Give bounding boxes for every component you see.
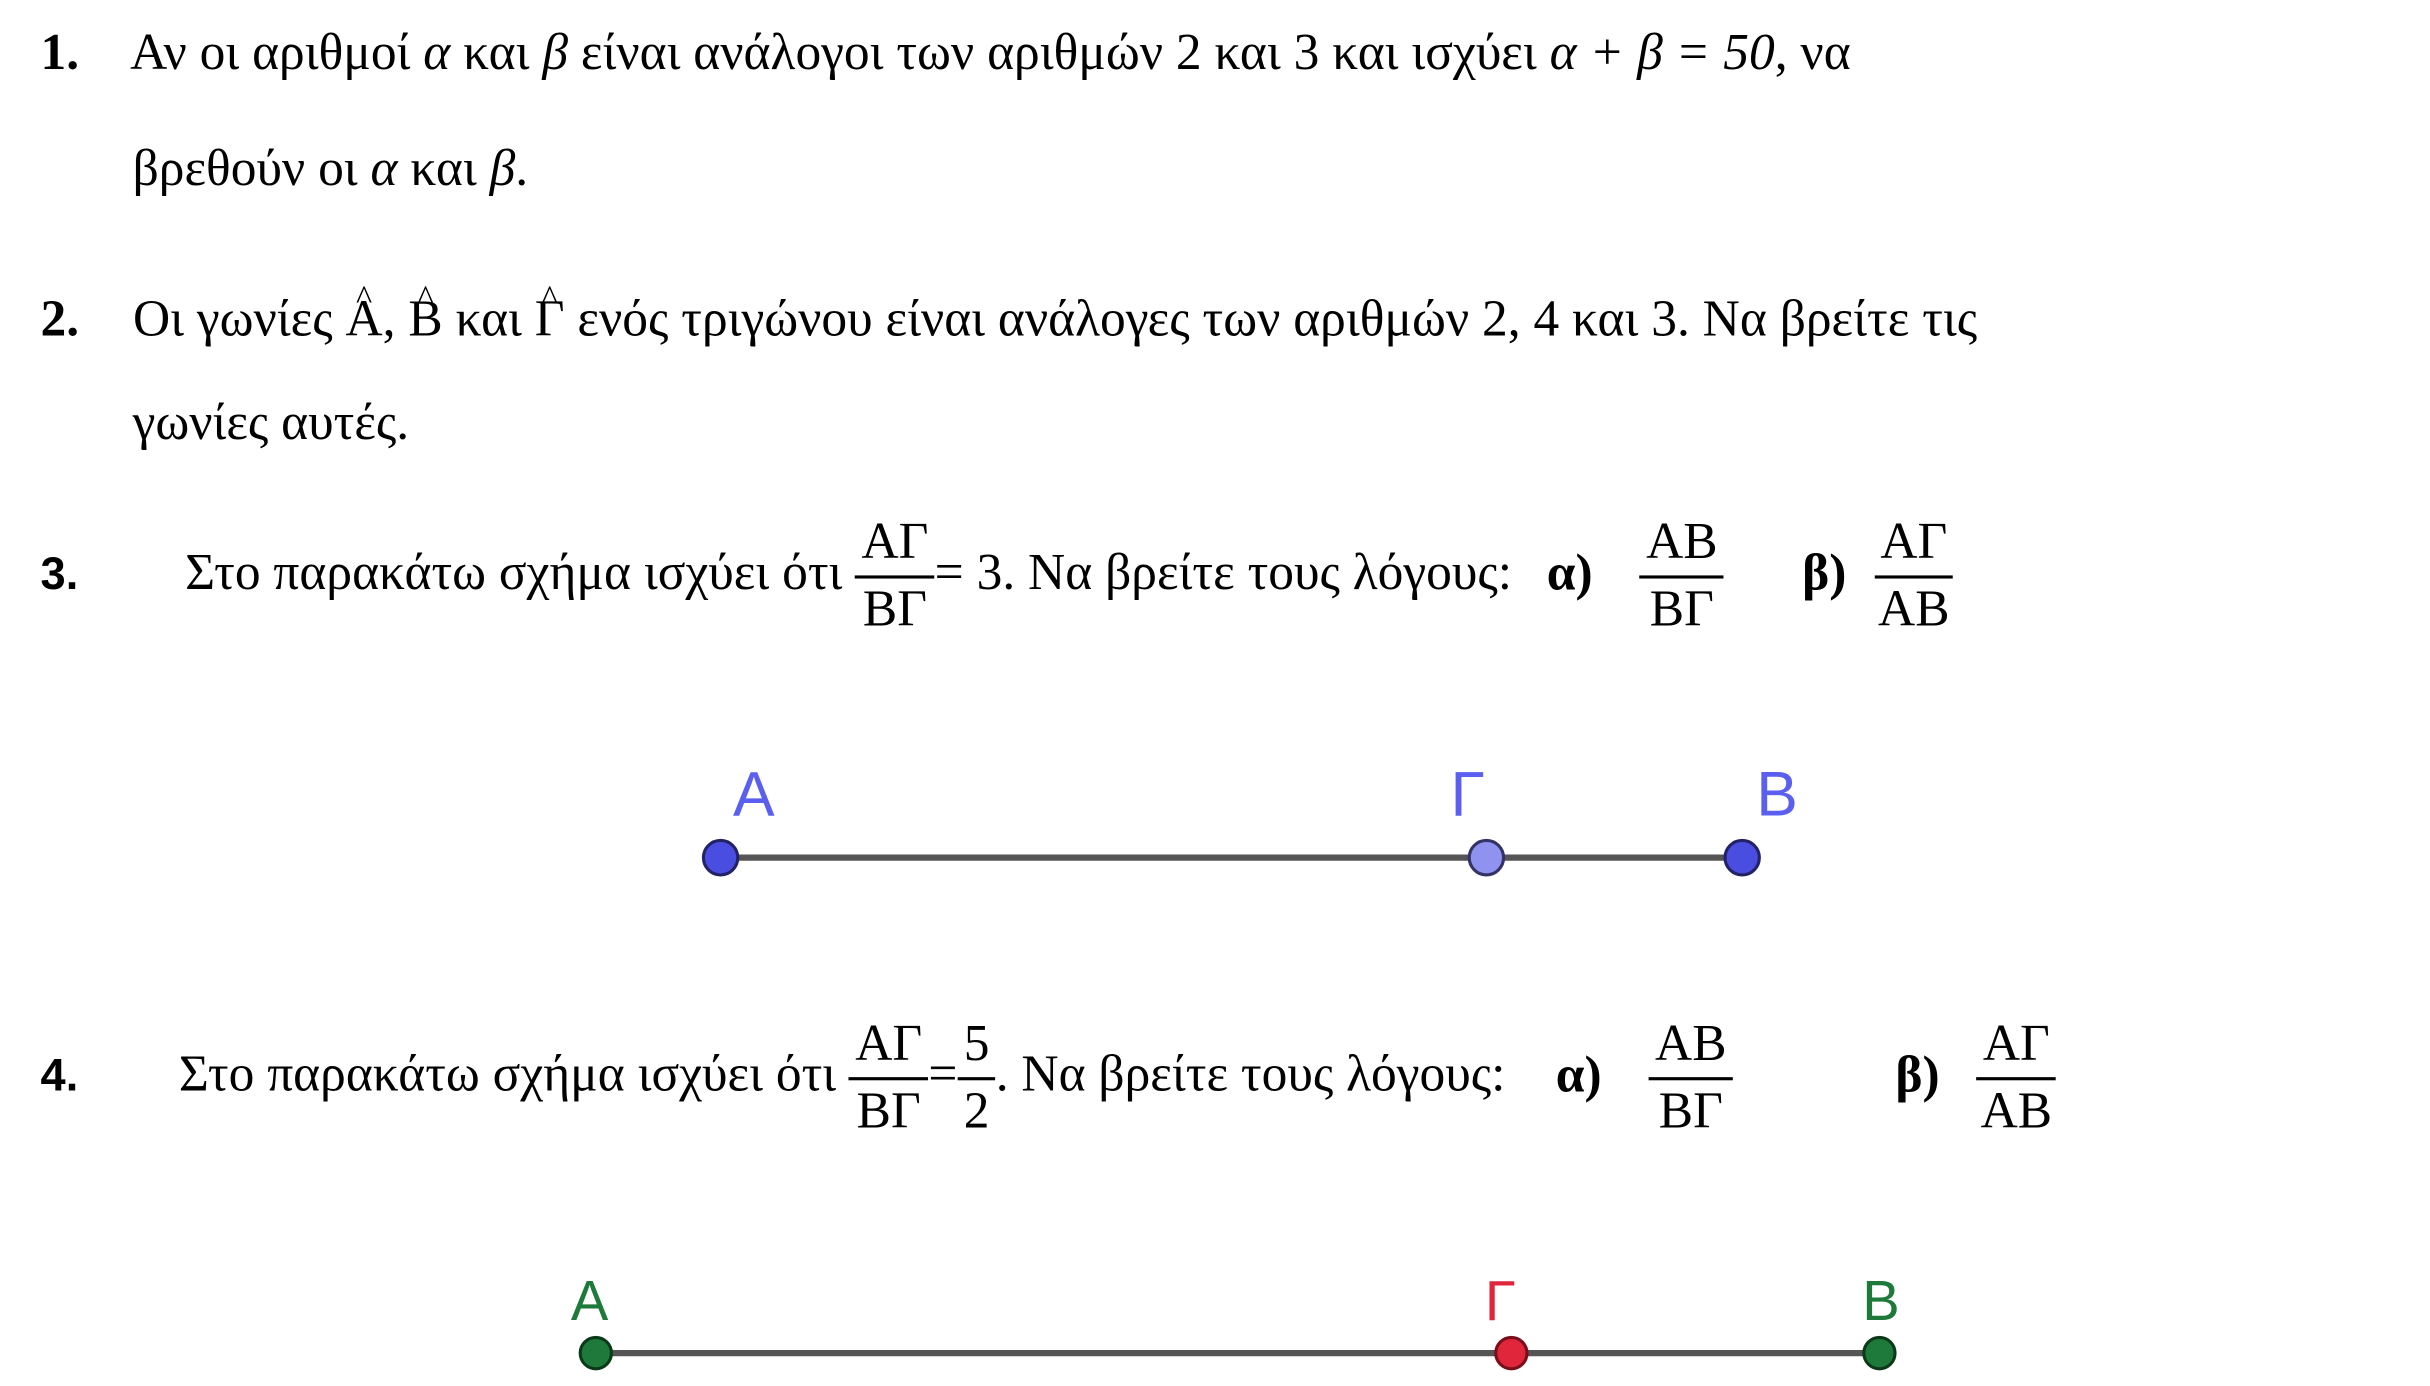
problem-text: , να	[1774, 25, 1851, 82]
problem-text: ,	[382, 291, 396, 349]
problem-text: . Να βρείτε τους λόγους:	[995, 1046, 1506, 1104]
problem-number: 1.	[40, 25, 80, 82]
math-beta: β	[542, 25, 568, 82]
problem-2-line-1	[41, 288, 1978, 351]
part-a-label: α)	[1555, 1046, 1602, 1104]
part-a-label: α)	[1546, 544, 1593, 602]
point-a	[703, 840, 737, 874]
problem-text: . Να βρείτε τους λόγους:	[1002, 544, 1513, 602]
point-a	[580, 1337, 611, 1368]
point-b	[1864, 1337, 1895, 1368]
problem-3-line	[40, 514, 1956, 639]
problem-text: ενός τριγώνου είναι ανάλογες των αριθμών 2, 4 και 3. Να βρείτε τις	[577, 291, 1978, 349]
equals-sign: =	[928, 1046, 958, 1104]
fraction-ag-bg: $\frac{A\Gamma}{B\Gamma}$	[855, 517, 934, 636]
problem-text: Αν οι αριθμοί	[130, 25, 411, 82]
fraction-5-2: $\frac{5}{2}$	[957, 1019, 995, 1138]
problem-text: βρεθούν οι	[132, 141, 358, 198]
equals-three: = 3	[934, 544, 1003, 602]
problem-text: και	[455, 291, 522, 349]
fraction-ag-ab: $\frac{A\Gamma}{AB}$	[1974, 1019, 2058, 1138]
problem-4-line	[40, 1015, 2059, 1140]
problem-1-line-2	[133, 138, 529, 201]
label-a: A	[570, 1269, 609, 1333]
problem-2-line-2	[133, 392, 410, 455]
math-equation: α + β = 50	[1549, 25, 1775, 82]
label-g: Γ	[1450, 759, 1485, 830]
problem-number: 4.	[40, 1051, 79, 1102]
angle-b: ^ Β	[408, 288, 442, 351]
problem-1-line-1	[41, 22, 1851, 85]
problem-text: Στο παρακάτω σχήμα ισχύει ότι	[185, 544, 843, 602]
math-alpha: α	[370, 141, 398, 198]
figure-3-segment	[686, 737, 1871, 909]
angle-a: ^ Α	[345, 288, 382, 351]
math-beta: β	[489, 141, 516, 198]
fraction-ag-bg: $\frac{A\Gamma}{B\Gamma}$	[849, 1019, 928, 1138]
angle-c: ^ Γ	[535, 288, 565, 351]
problem-text: και	[463, 25, 530, 82]
problem-number: 3.	[40, 549, 79, 600]
problem-text: Οι γωνίες	[132, 291, 333, 349]
fraction-ag-ab: $\frac{A\Gamma}{AB}$	[1872, 517, 1956, 636]
problem-text: Στο παρακάτω σχήμα ισχύει ότι	[178, 1046, 837, 1104]
part-b-label: β)	[1802, 544, 1847, 602]
problem-text: είναι ανάλογοι των αριθμών 2 και 3 και ισχύει	[580, 25, 1537, 82]
point-g	[1496, 1337, 1527, 1368]
problem-text: γωνίες αυτές.	[132, 395, 410, 452]
fraction-ab-bg: $\frac{AB}{B\Gamma}$	[1640, 517, 1724, 636]
figure-4-segment	[561, 1254, 1934, 1386]
point-g	[1469, 840, 1503, 874]
part-b-label: β)	[1895, 1046, 1940, 1104]
point-b	[1725, 840, 1759, 874]
math-alpha: α	[423, 25, 451, 82]
label-a: A	[733, 759, 775, 830]
problem-text: και	[410, 141, 477, 198]
fraction-ab-bg: $\frac{AB}{B\Gamma}$	[1649, 1019, 1733, 1138]
label-b: B	[1862, 1269, 1900, 1333]
problem-text: .	[515, 141, 529, 198]
problem-number: 2.	[40, 291, 80, 349]
label-b: B	[1756, 759, 1798, 830]
label-g: Γ	[1484, 1269, 1516, 1333]
